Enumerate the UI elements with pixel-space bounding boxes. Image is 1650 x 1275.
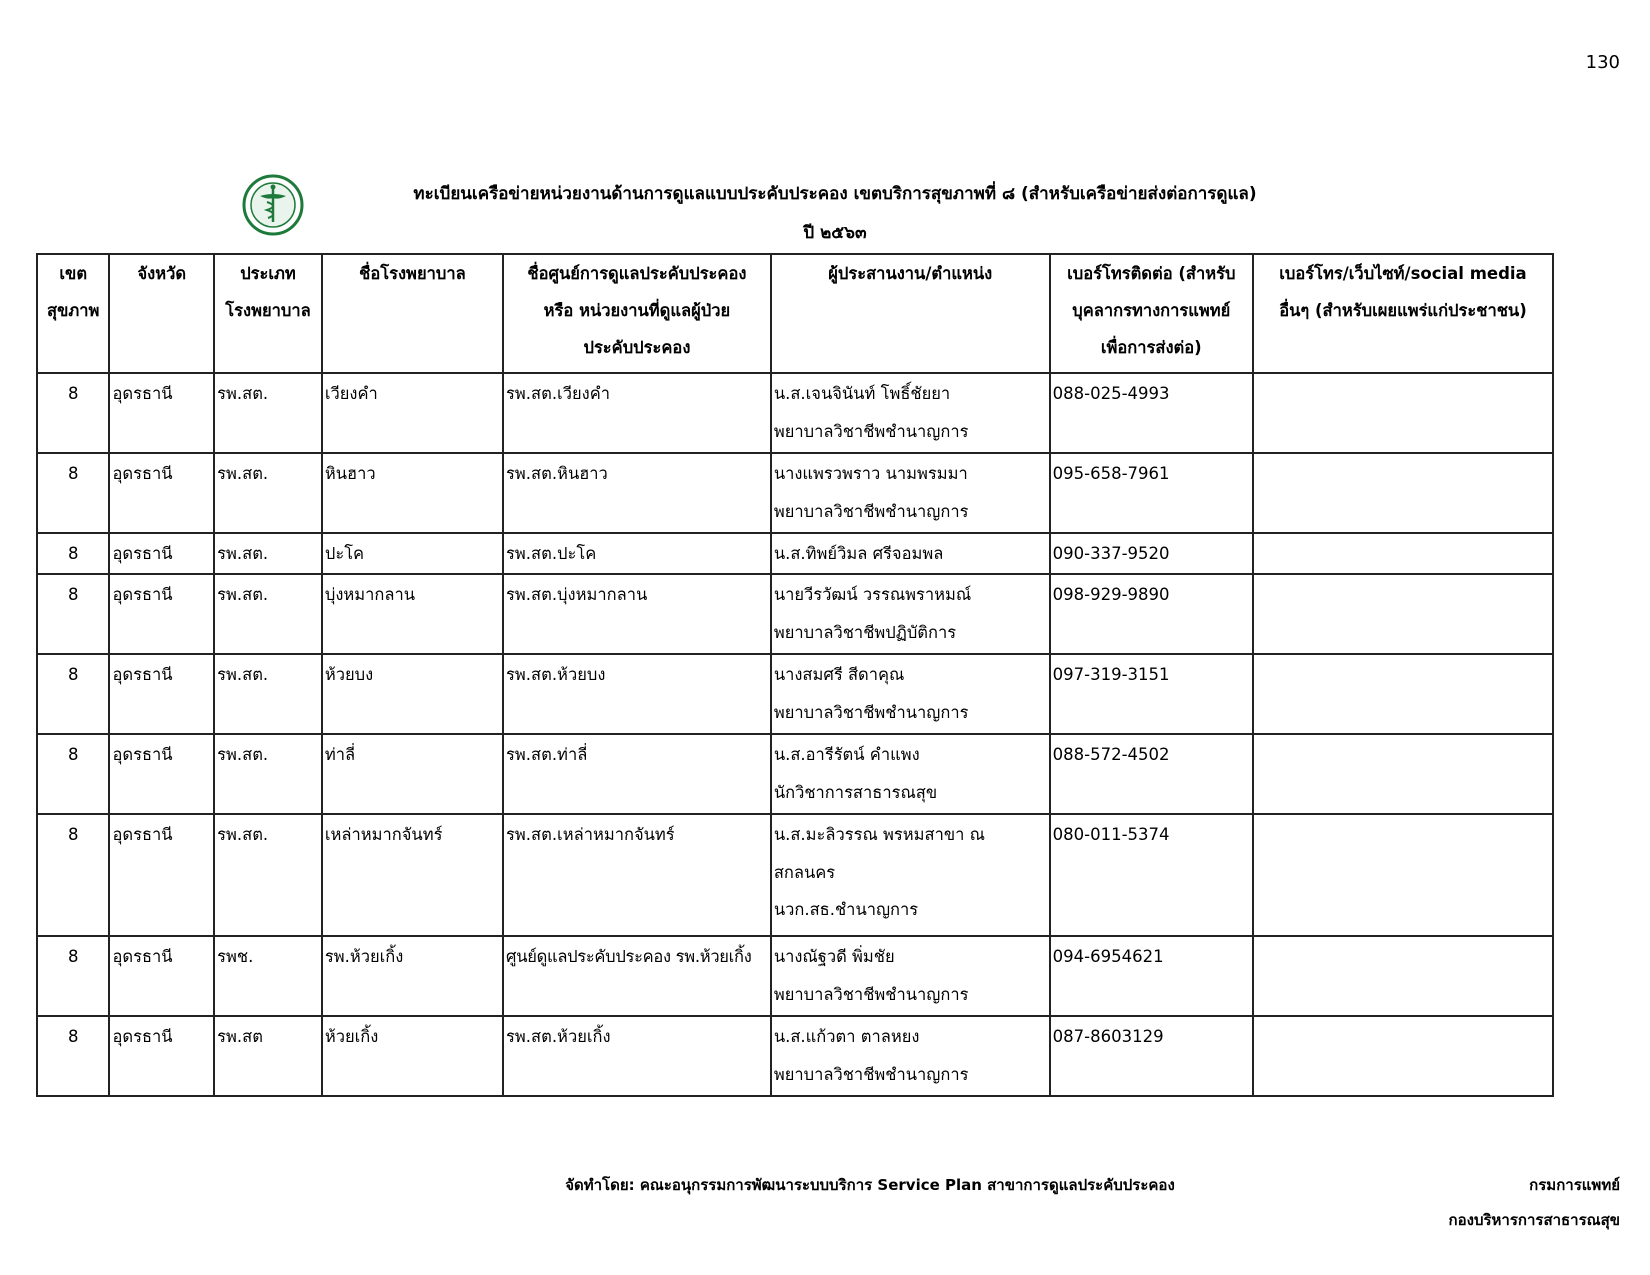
cell-phone: 090-337-9520	[1050, 533, 1253, 574]
cell-hospital: ห้วยเกิ้ง	[322, 1016, 503, 1096]
cell-center: รพ.สต.ท่าลี่	[503, 734, 771, 814]
header-hospital-name: ชื่อโรงพยาบาล	[322, 254, 503, 373]
page-number: 130	[1585, 52, 1620, 73]
cell-zone: 8	[37, 654, 109, 734]
cell-zone: 8	[37, 936, 109, 1016]
cell-province: อุดรธานี	[109, 373, 214, 453]
cell-hospital: รพ.ห้วยเกิ้ง	[322, 936, 503, 1016]
cell-phone: 087-8603129	[1050, 1016, 1253, 1096]
cell-public	[1253, 533, 1553, 574]
cell-center: รพ.สต.บุ่งหมากลาน	[503, 574, 771, 654]
cell-public	[1253, 936, 1553, 1016]
cell-phone: 094-6954621	[1050, 936, 1253, 1016]
cell-hospital: เวียงคำ	[322, 373, 503, 453]
cell-zone: 8	[37, 814, 109, 936]
cell-hospital: ปะโค	[322, 533, 503, 574]
cell-center: รพ.สต.ห้วยเกิ้ง	[503, 1016, 771, 1096]
table-row	[37, 654, 1553, 734]
cell-type: รพ.สต	[214, 1016, 322, 1096]
cell-hospital: ท่าลี่	[322, 734, 503, 814]
cell-hospital: เหล่าหมากจันทร์	[322, 814, 503, 936]
header-public-contact: เบอร์โทร/เว็บไซท์/social media อื่นๆ (สำหรับเผยแพร่แก่ประชาชน)	[1253, 254, 1553, 373]
cell-public	[1253, 1016, 1553, 1096]
cell-coordinator: น.ส.มะลิวรรณ พรหมสาขา ณ สกลนคร นวก.สธ.ชำนาญการ	[771, 814, 1050, 936]
cell-hospital: ห้วยบง	[322, 654, 503, 734]
ministry-seal-icon	[238, 174, 308, 236]
cell-phone: 088-572-4502	[1050, 734, 1253, 814]
cell-province: อุดรธานี	[109, 654, 214, 734]
cell-coordinator: น.ส.อารีรัตน์ คำแพง นักวิชาการสาธารณสุข	[771, 734, 1050, 814]
cell-zone: 8	[37, 574, 109, 654]
cell-zone: 8	[37, 453, 109, 533]
header-phone-medical: เบอร์โทรติดต่อ (สำหรับ บุคลากรทางการแพทย์ เพื่อการส่งต่อ)	[1050, 254, 1253, 373]
table-row	[37, 734, 1553, 814]
cell-public	[1253, 654, 1553, 734]
cell-public	[1253, 574, 1553, 654]
cell-type: รพ.สต.	[214, 654, 322, 734]
table-row	[37, 814, 1553, 936]
cell-province: อุดรธานี	[109, 453, 214, 533]
table-row	[37, 373, 1553, 453]
cell-hospital: บุ่งหมากลาน	[322, 574, 503, 654]
footer-office: กองบริหารการสาธารณสุข	[1448, 1211, 1620, 1229]
cell-coordinator: นายวีรวัฒน์ วรรณพราหมณ์ พยาบาลวิชาชีพปฏิบัติการ	[771, 574, 1050, 654]
cell-type: รพ.สต.	[214, 814, 322, 936]
footer-prepared-by: จัดทำโดย: คณะอนุกรรมการพัฒนาระบบบริการ Service Plan สาขาการดูแลประคับประคอง	[565, 1176, 1175, 1194]
table-row	[37, 574, 1553, 654]
cell-coordinator: นางสมศรี สีดาคุณ พยาบาลวิชาชีพชำนาญการ	[771, 654, 1050, 734]
cell-province: อุดรธานี	[109, 734, 214, 814]
cell-phone: 095-658-7961	[1050, 453, 1253, 533]
cell-center: รพ.สต.หินฮาว	[503, 453, 771, 533]
cell-coordinator: นางณัฐวดี พิ่มชัย พยาบาลวิชาชีพชำนาญการ	[771, 936, 1050, 1016]
cell-coordinator: น.ส.แก้วตา ตาลหยง พยาบาลวิชาชีพชำนาญการ	[771, 1016, 1050, 1096]
cell-center: รพ.สต.ห้วยบง	[503, 654, 771, 734]
header-province: จังหวัด	[109, 254, 214, 373]
cell-coordinator: น.ส.เจนจินันท์ โพธิ์ชัยยา พยาบาลวิชาชีพชำนาญการ	[771, 373, 1050, 453]
table-row	[37, 1016, 1553, 1096]
header-hospital-type: ประเภท โรงพยาบาล	[214, 254, 322, 373]
cell-center: ศูนย์ดูแลประคับประคอง รพ.ห้วยเกิ้ง	[503, 936, 771, 1016]
header-care-center: ชื่อศูนย์การดูแลประคับประคอง หรือ หน่วยงานที่ดูแลผู้ป่วย ประคับประคอง	[503, 254, 771, 373]
table-row	[37, 453, 1553, 533]
footer-department: กรมการแพทย์	[1529, 1176, 1620, 1194]
header-coordinator: ผู้ประสานงาน/ตำแหน่ง	[771, 254, 1050, 373]
cell-public	[1253, 373, 1553, 453]
cell-phone: 088-025-4993	[1050, 373, 1253, 453]
cell-public	[1253, 734, 1553, 814]
cell-province: อุดรธานี	[109, 1016, 214, 1096]
cell-phone: 080-011-5374	[1050, 814, 1253, 936]
cell-coordinator: นางแพรวพราว นามพรมมา พยาบาลวิชาชีพชำนาญการ	[771, 453, 1050, 533]
cell-province: อุดรธานี	[109, 574, 214, 654]
cell-type: รพ.สต.	[214, 533, 322, 574]
cell-coordinator: น.ส.ทิพย์วิมล ศรีจอมพล	[771, 533, 1050, 574]
cell-center: รพ.สต.เหล่าหมากจันทร์	[503, 814, 771, 936]
cell-type: รพ.สต.	[214, 574, 322, 654]
table-header-row	[37, 254, 1553, 373]
table-row	[37, 936, 1553, 1016]
registry-table	[36, 253, 1554, 1097]
cell-type: รพ.สต.	[214, 453, 322, 533]
cell-hospital: หินฮาว	[322, 453, 503, 533]
cell-center: รพ.สต.ปะโค	[503, 533, 771, 574]
cell-public	[1253, 814, 1553, 936]
cell-zone: 8	[37, 533, 109, 574]
cell-province: อุดรธานี	[109, 814, 214, 936]
cell-public	[1253, 453, 1553, 533]
cell-province: อุดรธานี	[109, 936, 214, 1016]
cell-zone: 8	[37, 1016, 109, 1096]
header-zone: เขต สุขภาพ	[37, 254, 109, 373]
cell-zone: 8	[37, 373, 109, 453]
table-row	[37, 533, 1553, 574]
cell-zone: 8	[37, 734, 109, 814]
cell-phone: 098-929-9890	[1050, 574, 1253, 654]
cell-center: รพ.สต.เวียงคำ	[503, 373, 771, 453]
cell-phone: 097-319-3151	[1050, 654, 1253, 734]
document-title: ทะเบียนเครือข่ายหน่วยงานด้านการดูแลแบบประคับประคอง เขตบริการสุขภาพที่ ๘ (สำหรับเครือข่ายส่งต่อการดูแล)	[413, 184, 1257, 204]
cell-type: รพ.สต.	[214, 734, 322, 814]
cell-type: รพ.สต.	[214, 373, 322, 453]
document-year: ปี ๒๕๖๓	[803, 223, 867, 243]
cell-type: รพช.	[214, 936, 322, 1016]
cell-province: อุดรธานี	[109, 533, 214, 574]
